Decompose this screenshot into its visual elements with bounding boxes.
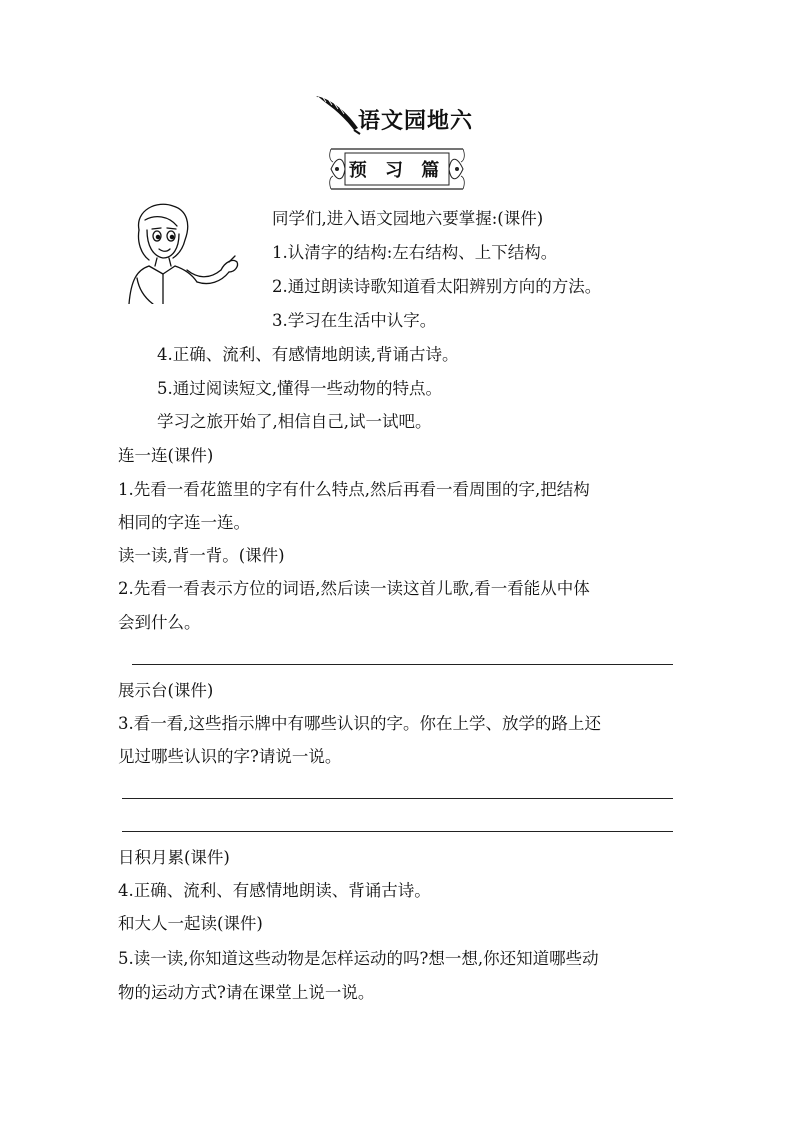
teacher-illustration [117, 200, 247, 304]
answer-line [132, 664, 673, 665]
section-text: 1.先看一看花篮里的字有什么特点,然后再看一看周围的字,把结构 [118, 480, 590, 499]
banner-label: 预 习 篇 [348, 160, 446, 181]
section-text: 2.先看一看表示方位的词语,然后读一读这首儿歌,看一看能从中体 [118, 579, 590, 598]
section-heading: 展示台(课件) [118, 681, 214, 700]
section-heading: 日积月累(课件) [118, 848, 230, 867]
goal-item: 3.学习在生活中认字。 [272, 311, 437, 330]
section-heading: 和大人一起读(课件) [118, 914, 263, 933]
goal-item: 1.认清字的结构:左右结构、上下结构。 [272, 243, 558, 262]
section-text: 相同的字连一连。 [118, 513, 250, 532]
section-text: 物的运动方式?请在课堂上说一说。 [118, 983, 375, 1002]
section-heading: 读一读,背一背。(课件) [118, 546, 285, 565]
section-text: 3.看一看,这些指示牌中有哪些认识的字。你在上学、放学的路上还 [118, 714, 601, 733]
section-text: 4.正确、流利、有感情地朗读、背诵古诗。 [118, 881, 431, 900]
intro-lead: 同学们,进入语文园地六要掌握:(课件) [272, 209, 544, 228]
section-text: 5.读一读,你知道这些动物是怎样运动的吗?想一想,你还知道哪些动 [118, 949, 599, 968]
title-block [314, 92, 494, 136]
page-title: 语文园地六 [358, 108, 474, 134]
goal-item: 5.通过阅读短文,懂得一些动物的特点。 [157, 379, 442, 398]
answer-line [122, 831, 673, 832]
quill-pen-icon [314, 92, 362, 136]
answer-line [122, 798, 673, 799]
intro-closing: 学习之旅开始了,相信自己,试一试吧。 [157, 412, 432, 431]
goal-item: 4.正确、流利、有感情地朗读,背诵古诗。 [157, 345, 459, 364]
section-text: 会到什么。 [118, 613, 201, 632]
goal-item: 2.通过朗读诗歌知道看太阳辨别方向的方法。 [272, 277, 602, 296]
section-heading: 连一连(课件) [118, 446, 214, 465]
section-text: 见过哪些认识的字?请说一说。 [118, 747, 342, 766]
section-banner [327, 146, 467, 192]
